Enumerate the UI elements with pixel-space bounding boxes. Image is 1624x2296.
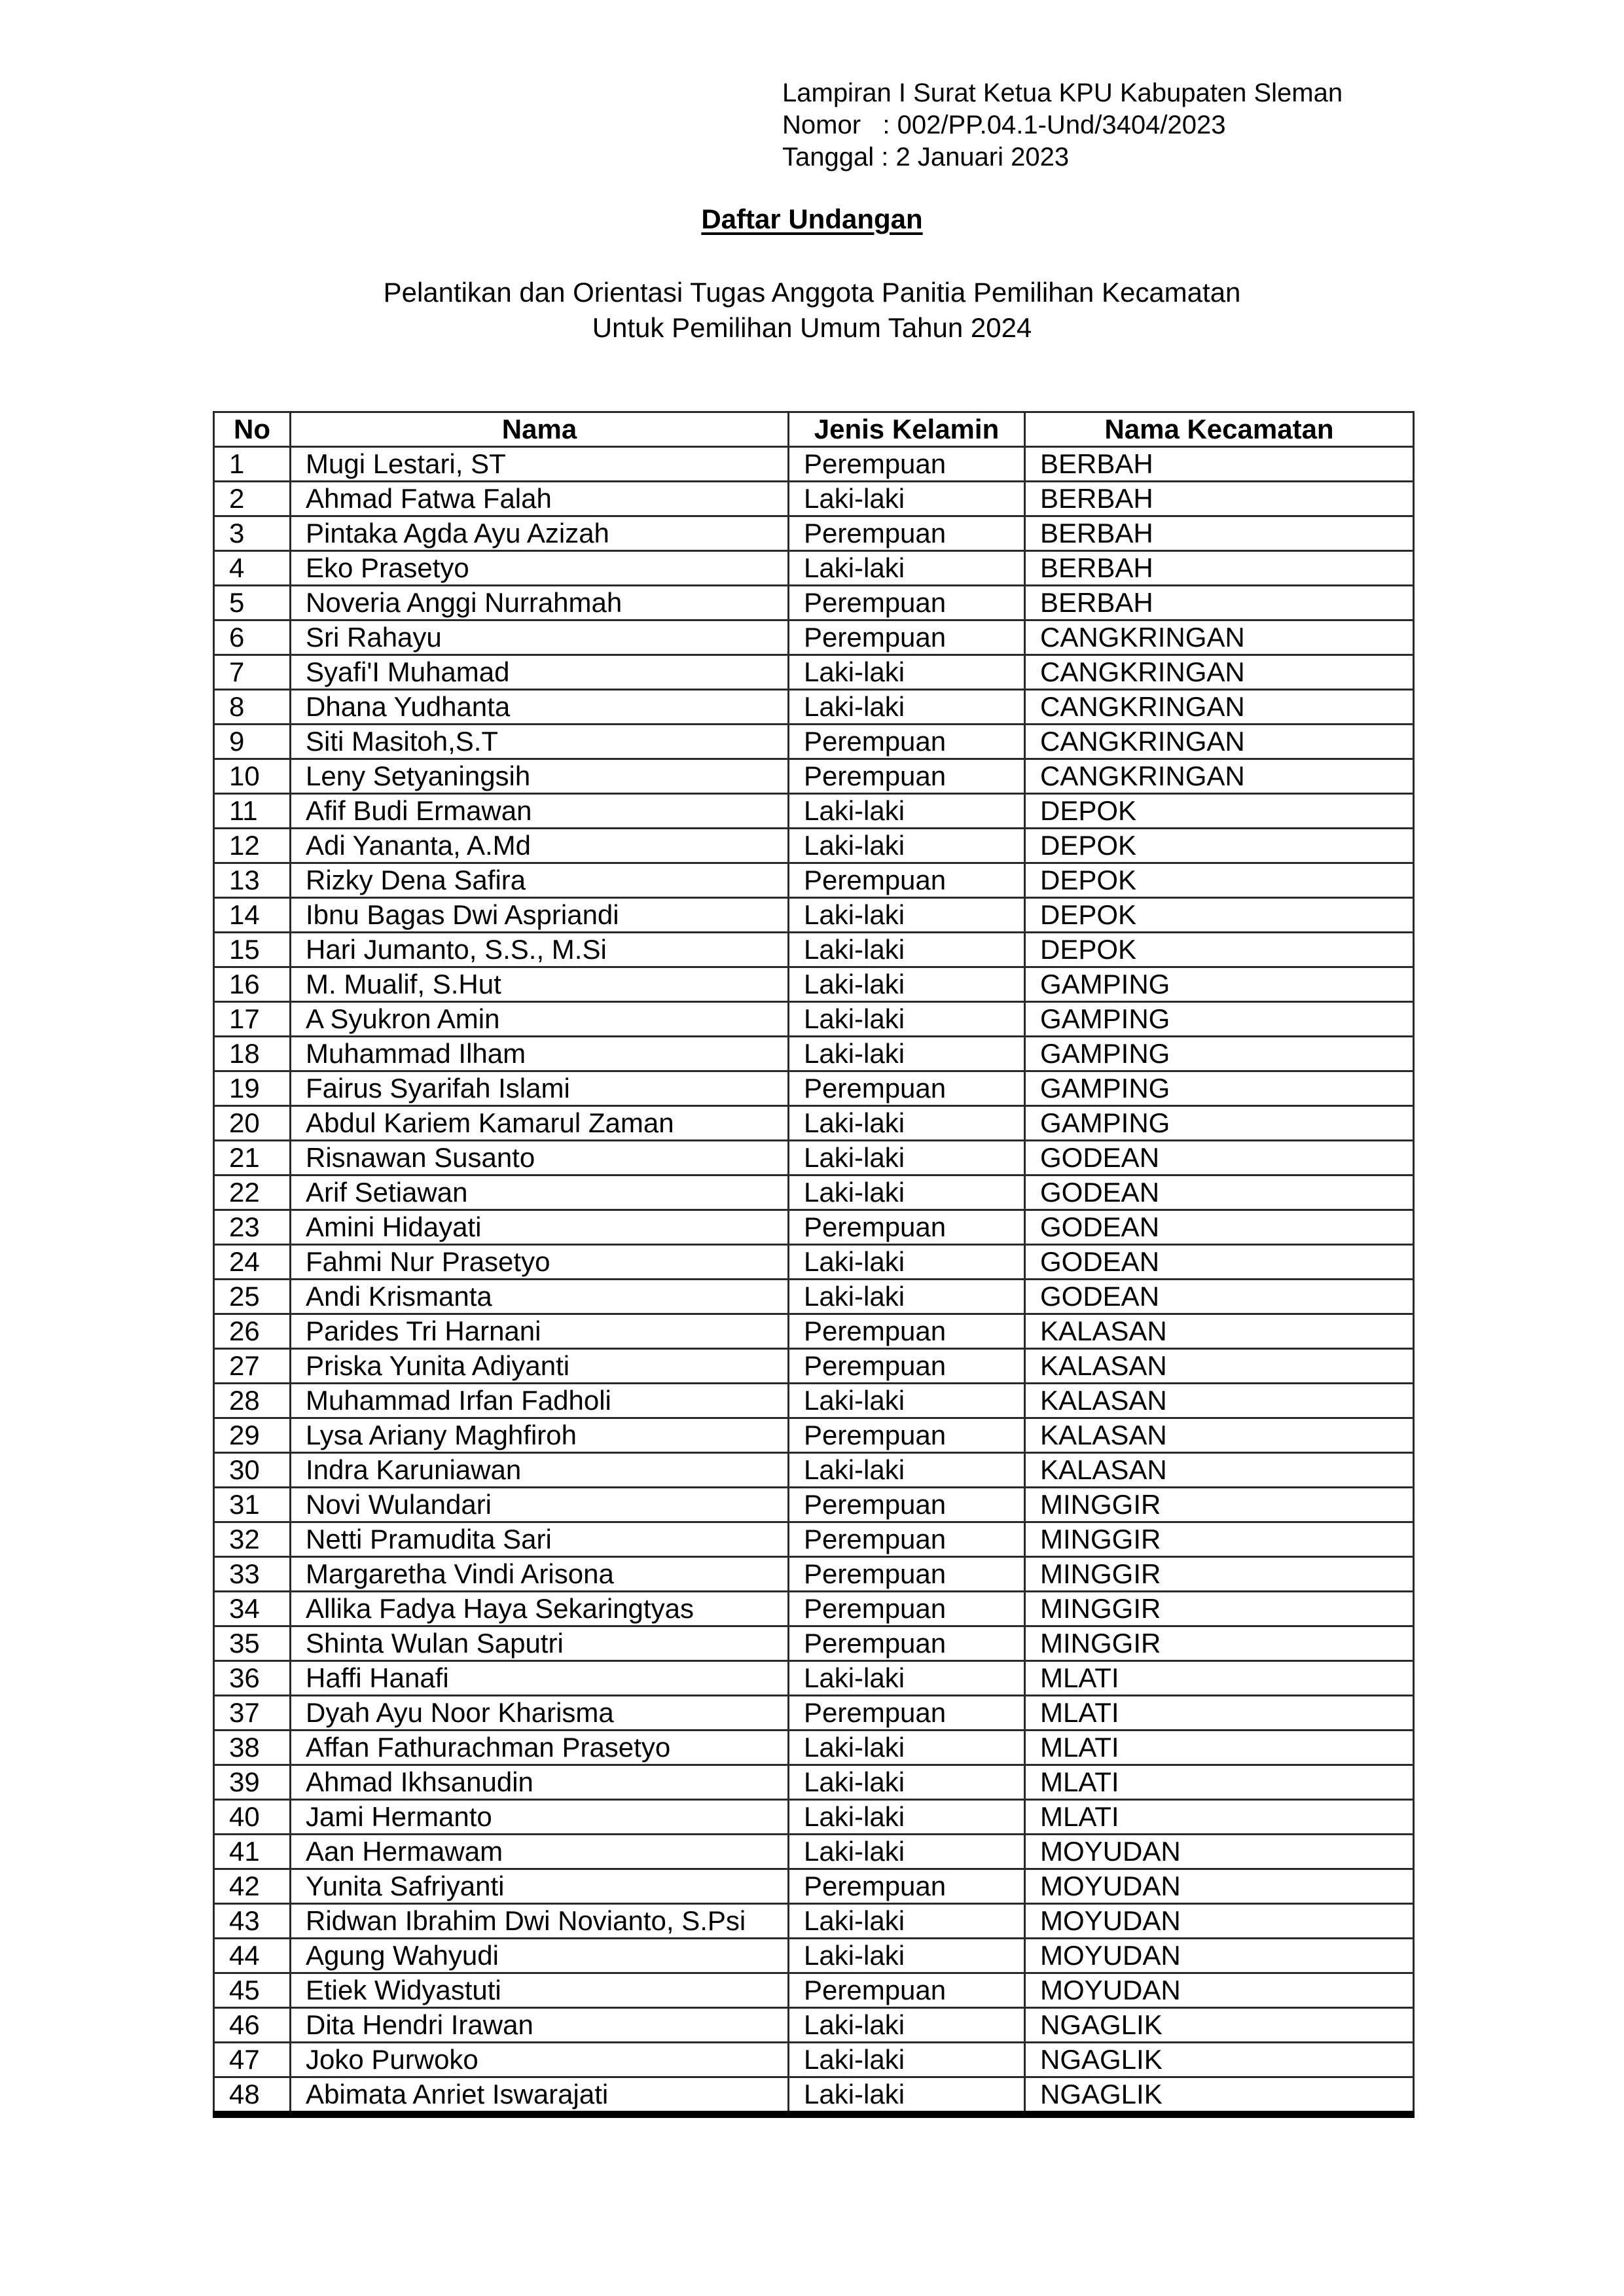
cell-kecamatan: MOYUDAN: [1025, 1835, 1414, 1869]
cell-jenis-kelamin: Perempuan: [789, 1071, 1025, 1106]
table-row: [214, 1522, 1414, 1557]
cell-nama: Arif Setiawan: [291, 1175, 789, 1210]
table-row: [214, 1175, 1414, 1210]
cell-no: 14: [214, 898, 291, 933]
table-row: [214, 586, 1414, 620]
table-row: [214, 1314, 1414, 1349]
cell-jenis-kelamin: Laki-laki: [789, 967, 1025, 1002]
cell-kecamatan: DEPOK: [1025, 794, 1414, 829]
invitation-table: [213, 411, 1415, 2118]
table-row: [214, 1071, 1414, 1106]
cell-kecamatan: NGAGLIK: [1025, 2077, 1414, 2115]
table-row: [214, 863, 1414, 898]
cell-kecamatan: MLATI: [1025, 1800, 1414, 1835]
cell-jenis-kelamin: Perempuan: [789, 759, 1025, 794]
cell-kecamatan: MOYUDAN: [1025, 1869, 1414, 1904]
cell-kecamatan: MLATI: [1025, 1696, 1414, 1731]
cell-jenis-kelamin: Laki-laki: [789, 2043, 1025, 2077]
cell-nama: Noveria Anggi Nurrahmah: [291, 586, 789, 620]
cell-nama: Shinta Wulan Saputri: [291, 1626, 789, 1661]
cell-nama: Andi Krismanta: [291, 1280, 789, 1314]
cell-no: 19: [214, 1071, 291, 1106]
table-row: [214, 1210, 1414, 1245]
cell-kecamatan: GAMPING: [1025, 967, 1414, 1002]
cell-kecamatan: BERBAH: [1025, 586, 1414, 620]
cell-nama: Ibnu Bagas Dwi Aspriandi: [291, 898, 789, 933]
cell-no: 5: [214, 586, 291, 620]
cell-kecamatan: NGAGLIK: [1025, 2008, 1414, 2043]
table-row: [214, 1835, 1414, 1869]
cell-nama: Parides Tri Harnani: [291, 1314, 789, 1349]
table-row: [214, 516, 1414, 551]
cell-nama: Dita Hendri Irawan: [291, 2008, 789, 2043]
cell-kecamatan: GAMPING: [1025, 1002, 1414, 1037]
table-row: [214, 690, 1414, 725]
cell-nama: Affan Fathurachman Prasetyo: [291, 1731, 789, 1765]
cell-nama: Aan Hermawam: [291, 1835, 789, 1869]
cell-no: 42: [214, 1869, 291, 1904]
cell-no: 33: [214, 1557, 291, 1592]
letter-reference: [782, 77, 1343, 173]
cell-no: 28: [214, 1384, 291, 1418]
table-row: [214, 482, 1414, 516]
cell-kecamatan: MINGGIR: [1025, 1626, 1414, 1661]
cell-no: 10: [214, 759, 291, 794]
cell-nama: Muhammad Ilham: [291, 1037, 789, 1071]
cell-jenis-kelamin: Perempuan: [789, 1314, 1025, 1349]
cell-no: 24: [214, 1245, 291, 1280]
reference-number-line: Nomor : 002/PP.04.1-Und/3404/2023: [782, 111, 1226, 139]
cell-nama: Ahmad Ikhsanudin: [291, 1765, 789, 1800]
cell-no: 6: [214, 620, 291, 655]
cell-no: 45: [214, 1973, 291, 2008]
cell-no: 13: [214, 863, 291, 898]
cell-jenis-kelamin: Perempuan: [789, 620, 1025, 655]
cell-nama: Novi Wulandari: [291, 1488, 789, 1522]
cell-jenis-kelamin: Perempuan: [789, 1973, 1025, 2008]
cell-no: 30: [214, 1453, 291, 1488]
cell-nama: Lysa Ariany Maghfiroh: [291, 1418, 789, 1453]
cell-nama: Rizky Dena Safira: [291, 863, 789, 898]
cell-nama: Dyah Ayu Noor Kharisma: [291, 1696, 789, 1731]
cell-no: 21: [214, 1141, 291, 1175]
cell-jenis-kelamin: Laki-laki: [789, 1141, 1025, 1175]
cell-kecamatan: CANGKRINGAN: [1025, 655, 1414, 690]
table-header-row: [214, 412, 1414, 447]
cell-no: 25: [214, 1280, 291, 1314]
cell-kecamatan: GAMPING: [1025, 1071, 1414, 1106]
cell-no: 46: [214, 2008, 291, 2043]
table-row: [214, 1800, 1414, 1835]
cell-kecamatan: CANGKRINGAN: [1025, 690, 1414, 725]
table-row: [214, 1973, 1414, 2008]
cell-jenis-kelamin: Laki-laki: [789, 482, 1025, 516]
table-row: [214, 620, 1414, 655]
cell-no: 2: [214, 482, 291, 516]
cell-kecamatan: MLATI: [1025, 1661, 1414, 1696]
table-row: [214, 1280, 1414, 1314]
cell-no: 20: [214, 1106, 291, 1141]
cell-no: 23: [214, 1210, 291, 1245]
cell-jenis-kelamin: Perempuan: [789, 516, 1025, 551]
table-body: [214, 447, 1414, 2115]
cell-jenis-kelamin: Laki-laki: [789, 1175, 1025, 1210]
cell-kecamatan: DEPOK: [1025, 863, 1414, 898]
cell-nama: Agung Wahyudi: [291, 1939, 789, 1973]
cell-nama: Muhammad Irfan Fadholi: [291, 1384, 789, 1418]
table-row: [214, 829, 1414, 863]
cell-nama: Mugi Lestari, ST: [291, 447, 789, 482]
cell-nama: Haffi Hanafi: [291, 1661, 789, 1696]
cell-jenis-kelamin: Perempuan: [789, 447, 1025, 482]
cell-kecamatan: MOYUDAN: [1025, 1904, 1414, 1939]
table-row: [214, 2043, 1414, 2077]
subtitle-line-1: Pelantikan dan Orientasi Tugas Anggota Panitia Pemilihan Kecamatan: [383, 277, 1241, 308]
cell-kecamatan: DEPOK: [1025, 829, 1414, 863]
cell-kecamatan: GAMPING: [1025, 1106, 1414, 1141]
cell-kecamatan: KALASAN: [1025, 1314, 1414, 1349]
cell-no: 39: [214, 1765, 291, 1800]
cell-nama: Leny Setyaningsih: [291, 759, 789, 794]
cell-kecamatan: MLATI: [1025, 1765, 1414, 1800]
cell-nama: A Syukron Amin: [291, 1002, 789, 1037]
cell-nama: Fairus Syarifah Islami: [291, 1071, 789, 1106]
cell-nama: Hari Jumanto, S.S., M.Si: [291, 933, 789, 967]
table-row: [214, 1696, 1414, 1731]
cell-no: 12: [214, 829, 291, 863]
cell-no: 18: [214, 1037, 291, 1071]
cell-no: 16: [214, 967, 291, 1002]
cell-no: 44: [214, 1939, 291, 1973]
cell-jenis-kelamin: Perempuan: [789, 1488, 1025, 1522]
cell-kecamatan: MOYUDAN: [1025, 1939, 1414, 1973]
cell-jenis-kelamin: Laki-laki: [789, 1765, 1025, 1800]
cell-nama: Siti Masitoh,S.T: [291, 725, 789, 759]
cell-nama: Priska Yunita Adiyanti: [291, 1349, 789, 1384]
cell-kecamatan: DEPOK: [1025, 933, 1414, 967]
cell-nama: Sri Rahayu: [291, 620, 789, 655]
cell-jenis-kelamin: Perempuan: [789, 863, 1025, 898]
cell-no: 29: [214, 1418, 291, 1453]
cell-jenis-kelamin: Perempuan: [789, 1626, 1025, 1661]
table-row: [214, 1418, 1414, 1453]
cell-kecamatan: MINGGIR: [1025, 1522, 1414, 1557]
cell-no: 40: [214, 1800, 291, 1835]
cell-no: 11: [214, 794, 291, 829]
cell-no: 31: [214, 1488, 291, 1522]
cell-kecamatan: NGAGLIK: [1025, 2043, 1414, 2077]
cell-nama: Allika Fadya Haya Sekaringtyas: [291, 1592, 789, 1626]
cell-nama: Afif Budi Ermawan: [291, 794, 789, 829]
cell-jenis-kelamin: Perempuan: [789, 725, 1025, 759]
table-row: [214, 1384, 1414, 1418]
cell-no: 32: [214, 1522, 291, 1557]
cell-jenis-kelamin: Laki-laki: [789, 1731, 1025, 1765]
cell-jenis-kelamin: Laki-laki: [789, 933, 1025, 967]
cell-kecamatan: CANGKRINGAN: [1025, 759, 1414, 794]
reference-date-line: Tanggal : 2 Januari 2023: [782, 143, 1070, 171]
cell-kecamatan: GODEAN: [1025, 1141, 1414, 1175]
cell-kecamatan: MINGGIR: [1025, 1557, 1414, 1592]
cell-jenis-kelamin: Laki-laki: [789, 829, 1025, 863]
table-row: [214, 655, 1414, 690]
cell-kecamatan: MLATI: [1025, 1731, 1414, 1765]
table-row: [214, 725, 1414, 759]
table-row: [214, 1661, 1414, 1696]
cell-nama: Abdul Kariem Kamarul Zaman: [291, 1106, 789, 1141]
cell-nama: Abimata Anriet Iswarajati: [291, 2077, 789, 2115]
cell-nama: Ahmad Fatwa Falah: [291, 482, 789, 516]
cell-jenis-kelamin: Laki-laki: [789, 1939, 1025, 1973]
table-row: [214, 933, 1414, 967]
table-row: [214, 1904, 1414, 1939]
cell-jenis-kelamin: Perempuan: [789, 1522, 1025, 1557]
cell-nama: Netti Pramudita Sari: [291, 1522, 789, 1557]
cell-nama: Eko Prasetyo: [291, 551, 789, 586]
subtitle-line-2: Untuk Pemilihan Umum Tahun 2024: [592, 312, 1032, 343]
cell-kecamatan: GODEAN: [1025, 1210, 1414, 1245]
cell-jenis-kelamin: Perempuan: [789, 1696, 1025, 1731]
table-row: [214, 794, 1414, 829]
cell-no: 3: [214, 516, 291, 551]
cell-kecamatan: KALASAN: [1025, 1384, 1414, 1418]
cell-jenis-kelamin: Laki-laki: [789, 1037, 1025, 1071]
header-no: No: [214, 412, 291, 447]
cell-kecamatan: GAMPING: [1025, 1037, 1414, 1071]
cell-no: 1: [214, 447, 291, 482]
cell-no: 4: [214, 551, 291, 586]
cell-jenis-kelamin: Laki-laki: [789, 1904, 1025, 1939]
table-row: [214, 1557, 1414, 1592]
cell-kecamatan: GODEAN: [1025, 1175, 1414, 1210]
cell-jenis-kelamin: Perempuan: [789, 586, 1025, 620]
cell-jenis-kelamin: Laki-laki: [789, 898, 1025, 933]
table-row: [214, 1626, 1414, 1661]
table-row: [214, 1245, 1414, 1280]
cell-no: 22: [214, 1175, 291, 1210]
cell-nama: Dhana Yudhanta: [291, 690, 789, 725]
cell-nama: Indra Karuniawan: [291, 1453, 789, 1488]
cell-nama: Amini Hidayati: [291, 1210, 789, 1245]
cell-jenis-kelamin: Laki-laki: [789, 690, 1025, 725]
table-row: [214, 1488, 1414, 1522]
cell-kecamatan: BERBAH: [1025, 447, 1414, 482]
cell-kecamatan: KALASAN: [1025, 1418, 1414, 1453]
table-row: [214, 1141, 1414, 1175]
cell-jenis-kelamin: Laki-laki: [789, 794, 1025, 829]
cell-no: 43: [214, 1904, 291, 1939]
cell-nama: Fahmi Nur Prasetyo: [291, 1245, 789, 1280]
cell-jenis-kelamin: Perempuan: [789, 1592, 1025, 1626]
cell-no: 8: [214, 690, 291, 725]
table-row: [214, 1939, 1414, 1973]
table-row: [214, 2008, 1414, 2043]
cell-kecamatan: DEPOK: [1025, 898, 1414, 933]
cell-nama: Ridwan Ibrahim Dwi Novianto, S.Psi: [291, 1904, 789, 1939]
table-row: [214, 1869, 1414, 1904]
cell-kecamatan: BERBAH: [1025, 551, 1414, 586]
cell-no: 26: [214, 1314, 291, 1349]
table-row: [214, 1106, 1414, 1141]
cell-jenis-kelamin: Laki-laki: [789, 1384, 1025, 1418]
table-row: [214, 1037, 1414, 1071]
table-row: [214, 1002, 1414, 1037]
table-row: [214, 759, 1414, 794]
table-row: [214, 551, 1414, 586]
cell-jenis-kelamin: Laki-laki: [789, 1453, 1025, 1488]
cell-jenis-kelamin: Laki-laki: [789, 2077, 1025, 2115]
cell-nama: M. Mualif, S.Hut: [291, 967, 789, 1002]
cell-no: 34: [214, 1592, 291, 1626]
cell-jenis-kelamin: Laki-laki: [789, 551, 1025, 586]
document-title: Daftar Undangan: [701, 204, 923, 234]
document-subtitle: [0, 275, 1624, 346]
cell-nama: Risnawan Susanto: [291, 1141, 789, 1175]
cell-nama: Pintaka Agda Ayu Azizah: [291, 516, 789, 551]
cell-no: 35: [214, 1626, 291, 1661]
cell-no: 48: [214, 2077, 291, 2115]
cell-kecamatan: CANGKRINGAN: [1025, 620, 1414, 655]
cell-nama: Syafi'I Muhamad: [291, 655, 789, 690]
cell-jenis-kelamin: Laki-laki: [789, 1280, 1025, 1314]
cell-no: 37: [214, 1696, 291, 1731]
cell-nama: Jami Hermanto: [291, 1800, 789, 1835]
cell-jenis-kelamin: Perempuan: [789, 1210, 1025, 1245]
cell-kecamatan: KALASAN: [1025, 1453, 1414, 1488]
cell-no: 36: [214, 1661, 291, 1696]
document-title-block: [0, 203, 1624, 236]
cell-kecamatan: BERBAH: [1025, 482, 1414, 516]
table-row: [214, 898, 1414, 933]
cell-nama: Adi Yananta, A.Md: [291, 829, 789, 863]
cell-kecamatan: MINGGIR: [1025, 1488, 1414, 1522]
cell-jenis-kelamin: Laki-laki: [789, 655, 1025, 690]
cell-nama: Etiek Widyastuti: [291, 1973, 789, 2008]
cell-nama: Joko Purwoko: [291, 2043, 789, 2077]
cell-kecamatan: MOYUDAN: [1025, 1973, 1414, 2008]
header-nama: Nama: [291, 412, 789, 447]
cell-no: 9: [214, 725, 291, 759]
cell-kecamatan: GODEAN: [1025, 1245, 1414, 1280]
cell-no: 17: [214, 1002, 291, 1037]
table-row: [214, 1592, 1414, 1626]
cell-no: 7: [214, 655, 291, 690]
cell-nama: Yunita Safriyanti: [291, 1869, 789, 1904]
cell-kecamatan: CANGKRINGAN: [1025, 725, 1414, 759]
table-row: [214, 447, 1414, 482]
cell-jenis-kelamin: Laki-laki: [789, 1800, 1025, 1835]
cell-kecamatan: GODEAN: [1025, 1280, 1414, 1314]
table-row: [214, 1453, 1414, 1488]
cell-jenis-kelamin: Perempuan: [789, 1418, 1025, 1453]
cell-no: 41: [214, 1835, 291, 1869]
table-row: [214, 1765, 1414, 1800]
cell-kecamatan: BERBAH: [1025, 516, 1414, 551]
table-row: [214, 967, 1414, 1002]
header-jenis-kelamin: Jenis Kelamin: [789, 412, 1025, 447]
cell-jenis-kelamin: Perempuan: [789, 1349, 1025, 1384]
cell-kecamatan: KALASAN: [1025, 1349, 1414, 1384]
cell-kecamatan: MINGGIR: [1025, 1592, 1414, 1626]
cell-jenis-kelamin: Laki-laki: [789, 1106, 1025, 1141]
cell-jenis-kelamin: Laki-laki: [789, 1661, 1025, 1696]
cell-jenis-kelamin: Laki-laki: [789, 1245, 1025, 1280]
cell-no: 15: [214, 933, 291, 967]
cell-jenis-kelamin: Perempuan: [789, 1557, 1025, 1592]
cell-no: 47: [214, 2043, 291, 2077]
header-nama-kecamatan: Nama Kecamatan: [1025, 412, 1414, 447]
cell-jenis-kelamin: Laki-laki: [789, 1835, 1025, 1869]
table-row: [214, 1731, 1414, 1765]
table-row: [214, 1349, 1414, 1384]
cell-jenis-kelamin: Laki-laki: [789, 1002, 1025, 1037]
cell-jenis-kelamin: Perempuan: [789, 1869, 1025, 1904]
cell-nama: Margaretha Vindi Arisona: [291, 1557, 789, 1592]
cell-no: 38: [214, 1731, 291, 1765]
reference-attachment-line: Lampiran I Surat Ketua KPU Kabupaten Sleman: [782, 79, 1343, 107]
table-row: [214, 2077, 1414, 2115]
cell-jenis-kelamin: Laki-laki: [789, 2008, 1025, 2043]
cell-no: 27: [214, 1349, 291, 1384]
